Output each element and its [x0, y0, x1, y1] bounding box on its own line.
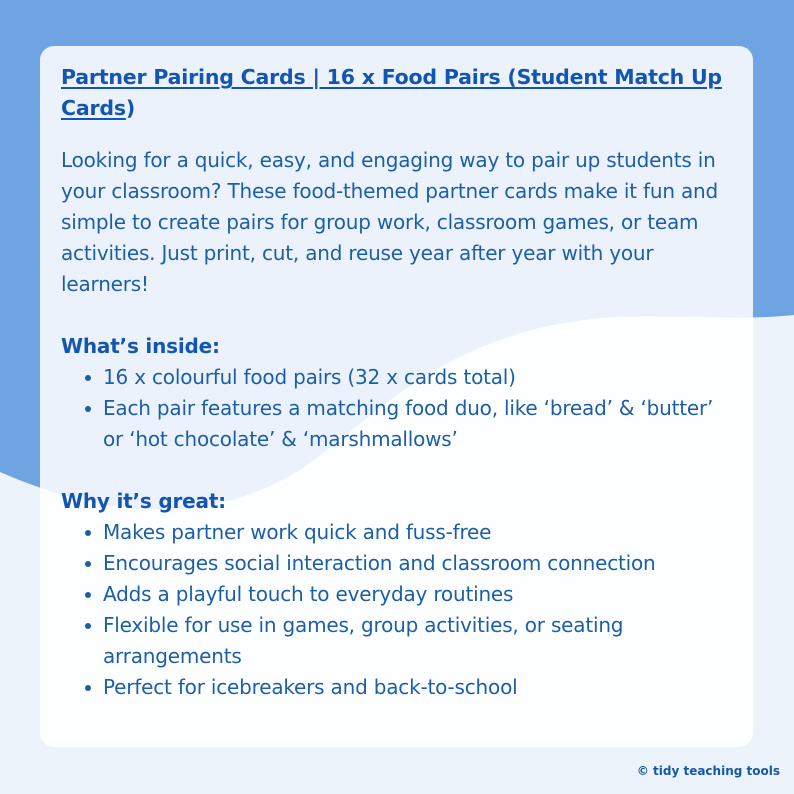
list-item-text: Encourages social interaction and classroom connection [103, 551, 656, 575]
list-item [85, 517, 737, 548]
bullet-icon [85, 623, 91, 629]
product-title [61, 62, 737, 124]
list-item-text: Perfect for icebreakers and back-to-school [103, 675, 518, 699]
list-item [85, 393, 737, 455]
bullet-icon [85, 530, 91, 536]
brand-credit: © tidy teaching tools [636, 764, 780, 778]
list-item-text: Each pair features a matching food duo, like ‘bread’ & ‘butter’ or ‘hot chocolate’ & ‘marshmallows’ [103, 396, 714, 451]
product-title-link[interactable]: Partner Pairing Cards | 16 x Food Pairs (Student Match Up Cards [61, 65, 722, 120]
bullet-icon [85, 375, 91, 381]
description-card [40, 46, 753, 747]
product-title-suffix: ) [125, 96, 136, 120]
bullet-icon [85, 561, 91, 567]
whats-inside-heading: What’s inside: [61, 334, 220, 358]
list-item [85, 362, 737, 393]
list-item [85, 672, 737, 703]
bullet-icon [85, 685, 91, 691]
bullet-icon [85, 592, 91, 598]
intro-paragraph: Looking for a quick, easy, and engaging way to pair up students in your classroom? These food-themed partner cards make it fun and simple to create pairs for group work, classroom games, or team activities. Just print, cut, and reuse year after year with your learners! [61, 148, 719, 296]
list-item-text: 16 x colourful food pairs (32 x cards total) [103, 365, 516, 389]
bullet-icon [85, 406, 91, 412]
list-item [85, 548, 737, 579]
whats-inside-list [61, 362, 737, 455]
list-item-text: Flexible for use in games, group activities, or seating arrangements [103, 613, 624, 668]
list-item-text: Adds a playful touch to everyday routines [103, 582, 514, 606]
list-item [85, 610, 737, 672]
why-great-list [61, 517, 737, 703]
why-great-heading: Why it’s great: [61, 489, 226, 513]
list-item-text: Makes partner work quick and fuss-free [103, 520, 492, 544]
list-item [85, 579, 737, 610]
